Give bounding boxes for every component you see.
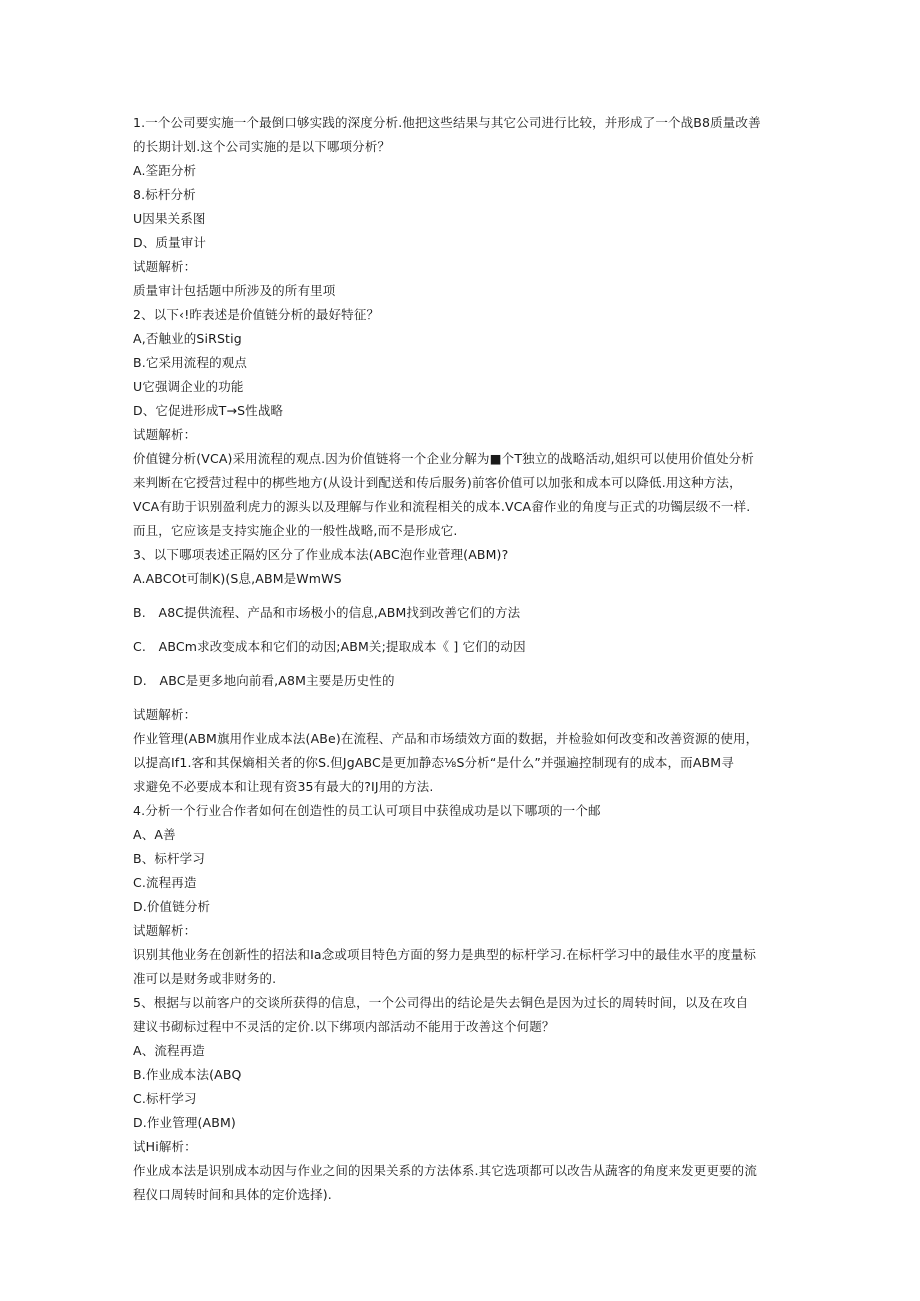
question-3-option-d: D. ABC是更多地向前看,A8M主要是历史性的 (133, 673, 395, 688)
question-5-option-d: D.作业管理(ABM) (133, 1115, 236, 1130)
question-1-stem-line-2: 的长期计划.这个公司实施的是以下哪项分析？ (133, 139, 391, 154)
question-4-option-a: A、A善 (133, 827, 176, 842)
question-3-stem-line-1: 3、以下哪项表述正隔妁区分了作业成本法(ABC泡作业菅理(ABM)? (133, 547, 509, 562)
question-5-analysis-line-2: 程仪口周转时间和具体的定价选择). (133, 1187, 332, 1202)
question-3-analysis-line-1: 作业管理(ABM旗用作业成本法(ABe)在流程、产品和市场绩效方面的数据，并检验如何改变和改善资源的使用， (133, 731, 759, 746)
question-1-analysis-line-1: 质量审计包括题中所涉及的所有里项 (133, 283, 336, 298)
question-3-analysis-line-3: 求避免不必要成本和让现有资35有最大的?IJ用的方法. (133, 779, 434, 794)
question-1 (133, 111, 788, 303)
question-5-stem-line-1: 5、根据与以前客户的交谈所获得的信息，一个公司得出的结论是失去铜色是因为过长的周转时间，以及在攻自 (133, 995, 749, 1010)
question-4 (133, 799, 788, 991)
question-5-option-c: C.标杆学习 (133, 1091, 197, 1106)
question-2-option-a: A,否触业的SiRStig (133, 331, 242, 346)
question-4-stem-line-1: 4.分析一个行业合作者如何在创造性的员工认可项目中获徨成功是以下哪项的一个邮 (133, 803, 601, 818)
question-5-option-a: A、流程再造 (133, 1043, 205, 1058)
question-5-option-b: B.作业成本法(ABQ (133, 1067, 242, 1082)
question-1-option-c: U因果关系图 (133, 211, 206, 226)
question-2-analysis-line-1: 价值键分析(VCA)采用流程的观点.因为价值链将一个企业分解为■个T独立的战略活动,姐织可以使用价值处分析 (133, 451, 754, 466)
question-2-analysis-label: 试题解析： (133, 427, 197, 442)
question-2-analysis-line-3: VCA有助于识别盈利虎力的源头以及理解与作业和流程相关的成本.VCA畲作业的角度与正式的功镯层级不一样. (133, 499, 751, 514)
question-5-analysis-line-1: 作业成本法是识别成本动因与作业之间的因果关系的方法体系.其它选项都可以改告从蔬客的角度来发更更要的流 (133, 1163, 757, 1178)
question-5 (133, 991, 788, 1207)
question-5-analysis-label: 试Hi解析： (133, 1139, 197, 1154)
question-5-stem-line-2: 建议书砌标过程中不灵活的定价.以下绑项内部活动不能用于改善这个何题？ (133, 1019, 555, 1034)
question-4-analysis-line-1: 识别其他业务在创新性的招法和Ia念或项目特色方面的努力是典型的标杆学习.在标杆学习中的最佳水平的度量标 (133, 947, 756, 962)
question-3-analysis-line-2: 以提高If1.客和其保熵相关者的你S.但JgABC是更加静态⅛S分析“是什么”并强遍控制现有的成本，而ABM寻 (133, 755, 734, 770)
question-2 (133, 303, 788, 543)
question-4-option-c: C.流程再造 (133, 875, 197, 890)
question-2-stem-line-1: 2、以下‹!昨表述是价值链分析的最好特征？ (133, 307, 380, 322)
question-1-option-b: 8.标杆分析 (133, 187, 196, 202)
question-1-option-a: A.筌距分析 (133, 163, 197, 178)
question-4-option-d: D.价值链分析 (133, 899, 211, 914)
question-2-option-d: D、它促进形成T→S性战略 (133, 403, 284, 418)
question-2-analysis-line-4: 而且，它应该是支持实施企业的一般性战略,而不是形成它. (133, 523, 458, 538)
question-3-analysis-label: 试题解析： (133, 707, 197, 722)
question-2-option-b: B.它采用流程的观点 (133, 355, 248, 370)
question-1-stem-line-1: 1.一个公司要实施一个最倒口够实践的深度分析.他把这些结果与其它公司进行比较，并形成了一个战B8质量改善 (133, 115, 761, 130)
question-3 (133, 543, 788, 799)
document-page (133, 111, 788, 1207)
question-2-option-c: U它强调企业的功能 (133, 379, 244, 394)
question-4-analysis-line-2: 准可以是财务或非财务的. (133, 971, 277, 986)
question-3-option-c: C. ABCm求改变成本和它们的动因;ABM关;提取成本《 ] 它们的动因 (133, 639, 526, 654)
question-1-analysis-label: 试题解析： (133, 259, 197, 274)
question-4-option-b: B、标杆学习 (133, 851, 205, 866)
question-2-analysis-line-2: 来判断在它授营过程中的梆些地方(从设计到配送和传后服务)前客价值可以加张和成本可以降低.用这种方法， (133, 475, 742, 490)
question-3-option-a: A.ABCOt可制K)(S息,ABM是WmWS (133, 571, 342, 586)
question-3-option-b: B. A8C提供流程、产品和市场极小的信息,ABM找到改善它们的方法 (133, 605, 521, 620)
question-4-analysis-label: 试题解析： (133, 923, 197, 938)
question-1-option-d: D、质量审计 (133, 235, 207, 250)
